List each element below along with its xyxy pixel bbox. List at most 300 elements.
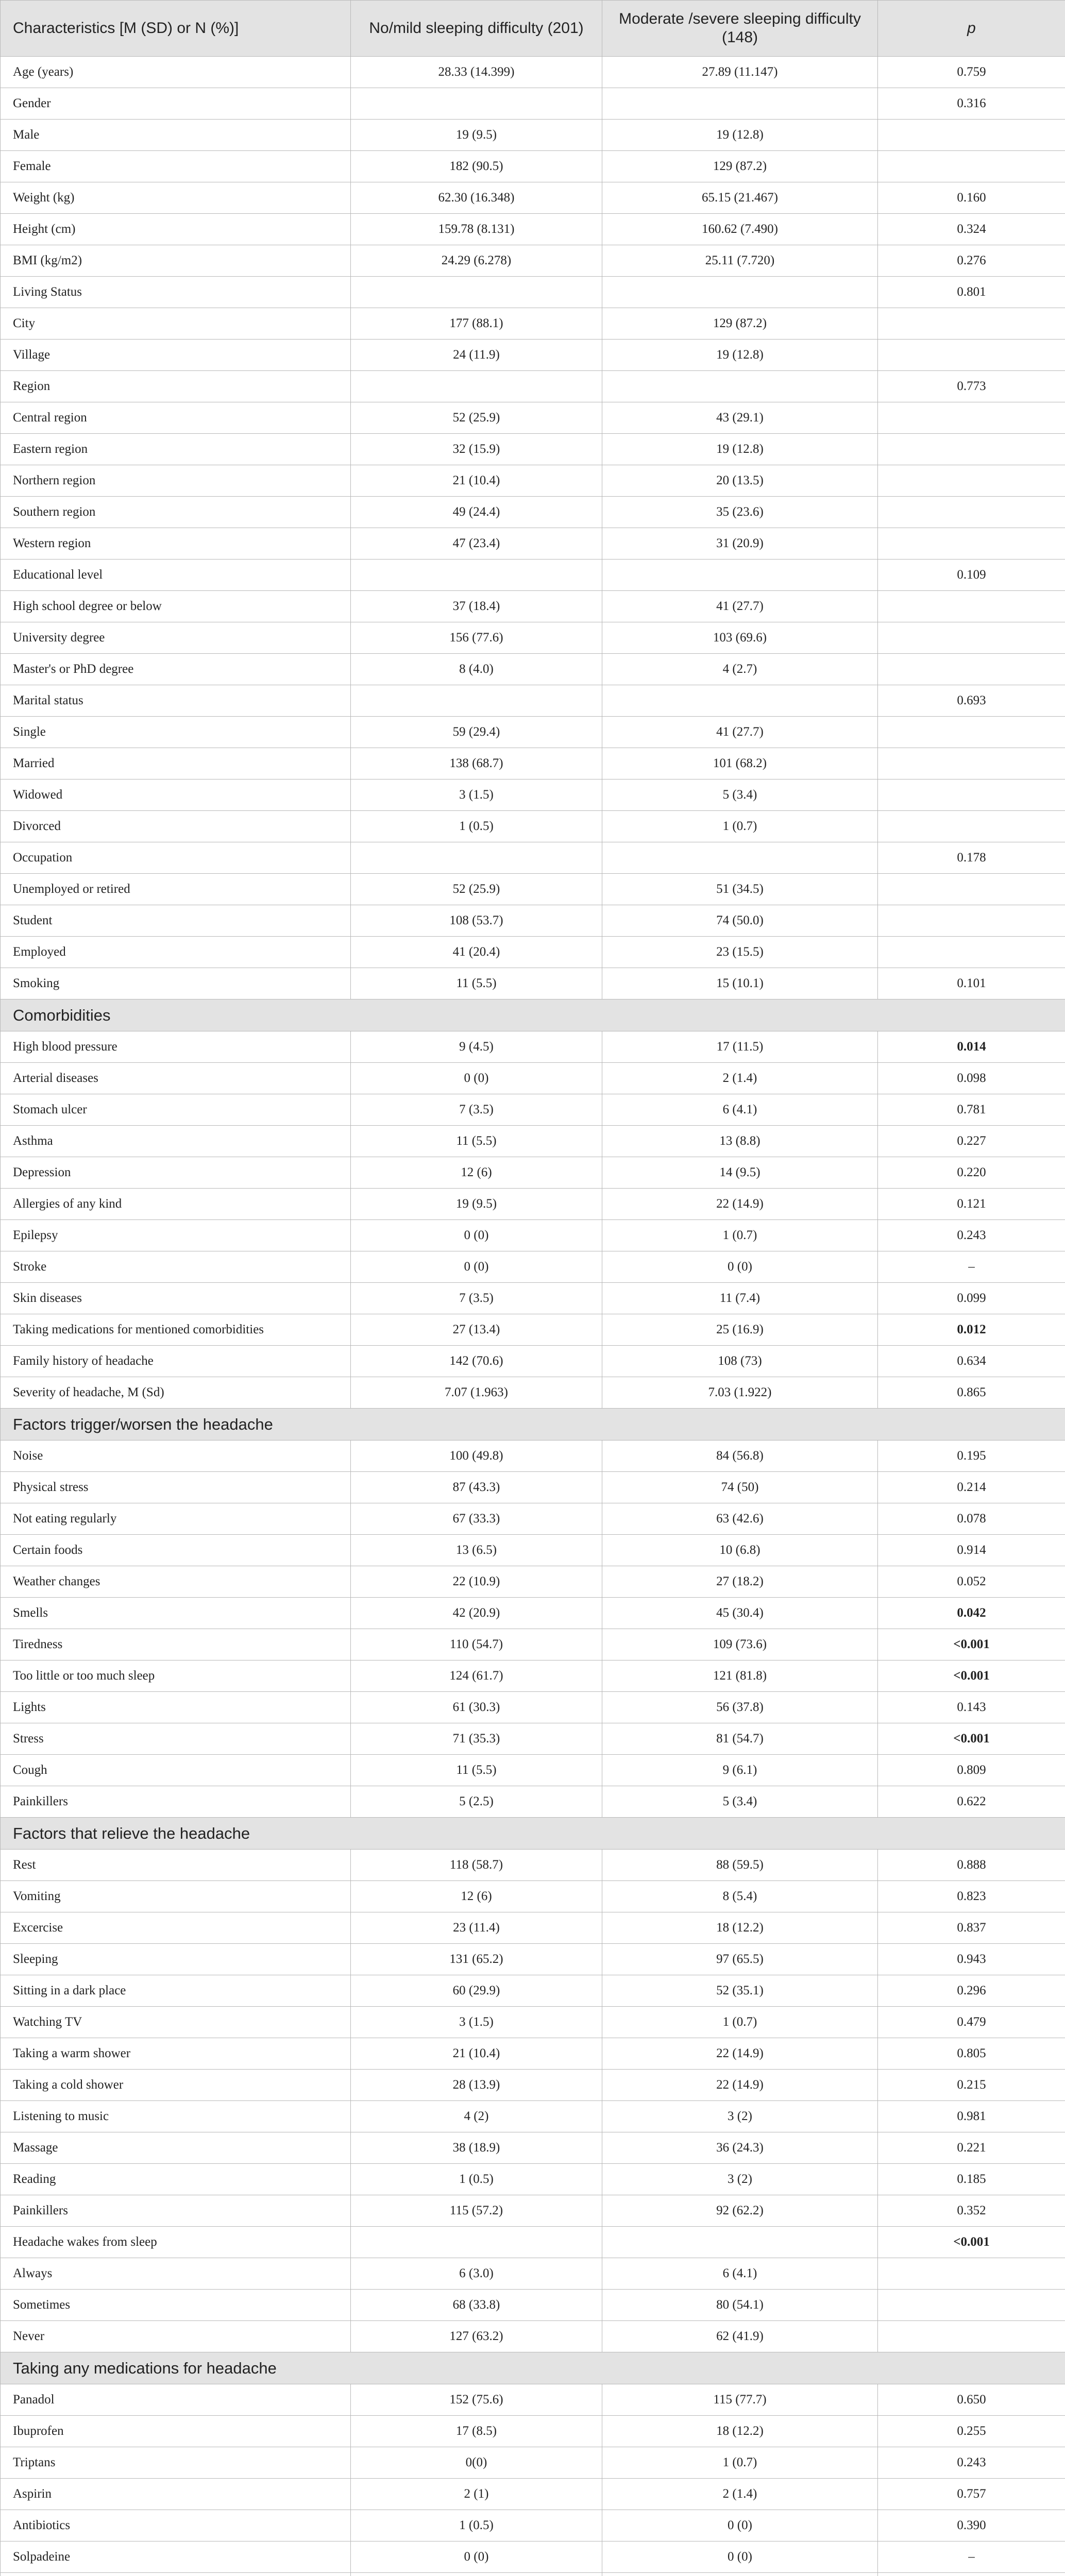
cell-no-mild: 12 (6)	[351, 1157, 602, 1189]
cell-p-value	[878, 528, 1065, 560]
table-row	[1, 1094, 1065, 1126]
table-row	[1, 1723, 1065, 1755]
table-row	[1, 2479, 1065, 2510]
row-label: Weather changes	[1, 1566, 351, 1598]
table-row	[1, 937, 1065, 968]
cell-p-value	[878, 622, 1065, 654]
cell-moderate-severe: 115 (77.7)	[602, 2384, 878, 2416]
cell-no-mild: 52 (25.9)	[351, 874, 602, 905]
cell-moderate-severe: 1 (0.7)	[602, 811, 878, 842]
table-row	[1, 779, 1065, 811]
cell-moderate-severe: 74 (50)	[602, 1472, 878, 1503]
table-row	[1, 1377, 1065, 1409]
table-row	[1, 1629, 1065, 1660]
cell-no-mild: 5 (2.5)	[351, 1786, 602, 1818]
cell-p-value: 0.324	[878, 214, 1065, 245]
table-row	[1, 402, 1065, 434]
table-row	[1, 1566, 1065, 1598]
cell-moderate-severe: 121 (81.8)	[602, 1660, 878, 1692]
cell-no-mild: 1 (0.5)	[351, 2164, 602, 2195]
cell-p-value: 0.101	[878, 968, 1065, 999]
cell-no-mild: 115 (57.2)	[351, 2195, 602, 2227]
cell-p-value: 0.650	[878, 2384, 1065, 2416]
cell-moderate-severe: 25 (16.9)	[602, 1314, 878, 1346]
cell-moderate-severe: 0 (0)	[602, 2510, 878, 2541]
table-row	[1, 2101, 1065, 2132]
table-row	[1, 1850, 1065, 1881]
cell-moderate-severe: 63 (42.6)	[602, 1503, 878, 1535]
cell-moderate-severe	[602, 842, 878, 874]
table-row	[1, 622, 1065, 654]
row-label: Gender	[1, 88, 351, 120]
cell-no-mild: 21 (10.4)	[351, 2038, 602, 2070]
header-moderate-severe-group: Moderate /severe sleeping difficulty (148)	[602, 1, 878, 57]
cell-p-value: 0.014	[878, 1031, 1065, 1063]
cell-p-value: 0.227	[878, 1126, 1065, 1157]
cell-moderate-severe: 27.89 (11.147)	[602, 57, 878, 88]
cell-moderate-severe: 101 (68.2)	[602, 748, 878, 779]
row-label: Sitting in a dark place	[1, 1975, 351, 2007]
table-row	[1, 1692, 1065, 1723]
cell-no-mild: 118 (58.7)	[351, 1850, 602, 1881]
cell-no-mild: 0 (0)	[351, 1220, 602, 1251]
section-title: Taking any medications for headache	[1, 2352, 1065, 2384]
header-no-mild-group: No/mild sleeping difficulty (201)	[351, 1, 602, 57]
row-label: Smells	[1, 1598, 351, 1629]
cell-p-value: 0.160	[878, 182, 1065, 214]
cell-moderate-severe: 65.15 (21.467)	[602, 182, 878, 214]
cell-moderate-severe: 2 (1.4)	[602, 2479, 878, 2510]
cell-p-value	[878, 2321, 1065, 2352]
cell-no-mild	[351, 560, 602, 591]
table-row	[1, 717, 1065, 748]
table-row	[1, 1440, 1065, 1472]
row-label: Certain foods	[1, 1535, 351, 1566]
cell-no-mild: 142 (70.6)	[351, 1346, 602, 1377]
cell-p-value: 0.220	[878, 1157, 1065, 1189]
cell-moderate-severe: 10 (6.8)	[602, 1535, 878, 1566]
row-label: Student	[1, 905, 351, 937]
cell-moderate-severe: 13 (8.8)	[602, 1126, 878, 1157]
cell-no-mild: 152 (75.6)	[351, 2384, 602, 2416]
row-label: Sometimes	[1, 2290, 351, 2321]
table-row	[1, 591, 1065, 622]
cell-no-mild: 11 (5.5)	[351, 1755, 602, 1786]
cell-no-mild: 60 (29.9)	[351, 1975, 602, 2007]
row-label: Physical stress	[1, 1472, 351, 1503]
cell-moderate-severe: 3 (2)	[602, 2164, 878, 2195]
cell-moderate-severe: 27 (18.2)	[602, 1566, 878, 1598]
cell-p-value: 0.185	[878, 2164, 1065, 2195]
cell-moderate-severe: 19 (12.8)	[602, 120, 878, 151]
cell-p-value: 0.098	[878, 1063, 1065, 1094]
row-label: Age (years)	[1, 57, 351, 88]
table-row	[1, 2447, 1065, 2479]
table-row	[1, 748, 1065, 779]
cell-no-mild: 177 (88.1)	[351, 308, 602, 340]
row-label: Married	[1, 748, 351, 779]
cell-p-value: 0.809	[878, 1755, 1065, 1786]
row-label: Too little or too much sleep	[1, 1660, 351, 1692]
table-row	[1, 968, 1065, 999]
cell-p-value: 0.888	[878, 1850, 1065, 1881]
cell-moderate-severe: 103 (69.6)	[602, 622, 878, 654]
cell-p-value: 0.143	[878, 1692, 1065, 1723]
cell-p-value	[878, 779, 1065, 811]
cell-moderate-severe	[602, 685, 878, 717]
header-p-value: p	[878, 1, 1065, 57]
section-header-row	[1, 1409, 1065, 1440]
section-header-row	[1, 2352, 1065, 2384]
cell-no-mild: 6 (3.0)	[351, 2258, 602, 2290]
cell-moderate-severe: 41 (27.7)	[602, 717, 878, 748]
cell-p-value	[878, 654, 1065, 685]
cell-moderate-severe: 1 (0.7)	[602, 1220, 878, 1251]
cell-p-value	[878, 2258, 1065, 2290]
table-row	[1, 905, 1065, 937]
cell-moderate-severe: 43 (29.1)	[602, 402, 878, 434]
header-row	[1, 1, 1065, 57]
table-row	[1, 2195, 1065, 2227]
table-row	[1, 57, 1065, 88]
cell-no-mild: 52 (25.9)	[351, 402, 602, 434]
cell-no-mild: 100 (49.8)	[351, 1440, 602, 1472]
cell-moderate-severe: 11 (7.4)	[602, 1283, 878, 1314]
cell-moderate-severe: 5 (3.4)	[602, 779, 878, 811]
table-row	[1, 2164, 1065, 2195]
cell-moderate-severe: 41 (27.7)	[602, 591, 878, 622]
row-label: Employed	[1, 937, 351, 968]
row-label: Antibiotics	[1, 2510, 351, 2541]
cell-moderate-severe: 84 (56.8)	[602, 1440, 878, 1472]
row-label: Eastern region	[1, 434, 351, 465]
table-row	[1, 434, 1065, 465]
cell-moderate-severe: 74 (50.0)	[602, 905, 878, 937]
cell-no-mild: 87 (43.3)	[351, 1472, 602, 1503]
row-label: Ibuprofen	[1, 2416, 351, 2447]
cell-p-value	[878, 465, 1065, 497]
cell-p-value: 0.316	[878, 88, 1065, 120]
cell-no-mild: 0 (0)	[351, 2541, 602, 2573]
cell-no-mild: 1 (0.5)	[351, 2510, 602, 2541]
cell-p-value: 0.052	[878, 1566, 1065, 1598]
table-row	[1, 1975, 1065, 2007]
cell-moderate-severe: 3 (2)	[602, 2101, 878, 2132]
cell-moderate-severe	[602, 371, 878, 402]
row-label: Unemployed or retired	[1, 874, 351, 905]
section-title: Factors trigger/worsen the headache	[1, 1409, 1065, 1440]
cell-p-value: 0.981	[878, 2101, 1065, 2132]
cell-no-mild	[351, 371, 602, 402]
cell-p-value	[878, 308, 1065, 340]
cell-no-mild: 24.29 (6.278)	[351, 245, 602, 277]
row-label: Watching TV	[1, 2007, 351, 2038]
table-row	[1, 1786, 1065, 1818]
row-label: Solpadeine	[1, 2541, 351, 2573]
cell-p-value: 0.801	[878, 277, 1065, 308]
cell-p-value: <0.001	[878, 2227, 1065, 2258]
row-label: City	[1, 308, 351, 340]
cell-moderate-severe: 2 (1.4)	[602, 1063, 878, 1094]
table-row	[1, 874, 1065, 905]
table-row	[1, 151, 1065, 182]
cell-p-value: 0.943	[878, 1944, 1065, 1975]
table-row	[1, 2573, 1065, 2576]
cell-no-mild: 22 (10.9)	[351, 1566, 602, 1598]
cell-moderate-severe: 19 (12.8)	[602, 434, 878, 465]
row-label: Family history of headache	[1, 1346, 351, 1377]
cell-moderate-severe: 5 (3.4)	[602, 1786, 878, 1818]
table-row	[1, 2416, 1065, 2447]
cell-moderate-severe: 108 (73)	[602, 1346, 878, 1377]
row-label: Excercise	[1, 1912, 351, 1944]
cell-moderate-severe: 35 (23.6)	[602, 497, 878, 528]
cell-no-mild: 2 (1)	[351, 2479, 602, 2510]
cell-moderate-severe: 92 (62.2)	[602, 2195, 878, 2227]
cell-moderate-severe	[602, 2573, 878, 2576]
row-label: Sleeping	[1, 1944, 351, 1975]
section-header-row	[1, 999, 1065, 1031]
table-row	[1, 842, 1065, 874]
table-row	[1, 340, 1065, 371]
cell-p-value: 0.276	[878, 245, 1065, 277]
cell-moderate-severe: 17 (11.5)	[602, 1031, 878, 1063]
table-row	[1, 2541, 1065, 2573]
table-row	[1, 497, 1065, 528]
cell-no-mild: 12 (6)	[351, 1881, 602, 1912]
cell-moderate-severe: 36 (24.3)	[602, 2132, 878, 2164]
cell-moderate-severe: 8 (5.4)	[602, 1881, 878, 1912]
cell-p-value: 0.823	[878, 1881, 1065, 1912]
row-label: Central region	[1, 402, 351, 434]
table-row	[1, 277, 1065, 308]
row-label: Southern region	[1, 497, 351, 528]
section-title: Comorbidities	[1, 999, 1065, 1031]
cell-no-mild: 8 (4.0)	[351, 654, 602, 685]
cell-moderate-severe: 22 (14.9)	[602, 2038, 878, 2070]
row-label: Stroke	[1, 1251, 351, 1283]
cell-p-value: 0.296	[878, 1975, 1065, 2007]
cell-p-value	[878, 811, 1065, 842]
cell-moderate-severe: 15 (10.1)	[602, 968, 878, 999]
table-row	[1, 1944, 1065, 1975]
cell-no-mild: 3 (1.5)	[351, 779, 602, 811]
table-row	[1, 2038, 1065, 2070]
table-row	[1, 2227, 1065, 2258]
cell-p-value: 0.255	[878, 2416, 1065, 2447]
cell-p-value	[878, 434, 1065, 465]
row-label: Single	[1, 717, 351, 748]
cell-no-mild: 131 (65.2)	[351, 1944, 602, 1975]
cell-moderate-severe	[602, 88, 878, 120]
row-label: BMI (kg/m2)	[1, 245, 351, 277]
cell-p-value: 0.215	[878, 2070, 1065, 2101]
table-row	[1, 654, 1065, 685]
table-row	[1, 1503, 1065, 1535]
table-row	[1, 2510, 1065, 2541]
row-label: Widowed	[1, 779, 351, 811]
cell-moderate-severe: 109 (73.6)	[602, 1629, 878, 1660]
cell-moderate-severe: 160.62 (7.490)	[602, 214, 878, 245]
table-row	[1, 1220, 1065, 1251]
cell-moderate-severe: 52 (35.1)	[602, 1975, 878, 2007]
table-row	[1, 1157, 1065, 1189]
cell-no-mild	[351, 685, 602, 717]
cell-no-mild: 0 (0)	[351, 1251, 602, 1283]
cell-p-value	[878, 2573, 1065, 2576]
cell-no-mild: 71 (35.3)	[351, 1723, 602, 1755]
cell-moderate-severe: 45 (30.4)	[602, 1598, 878, 1629]
row-label: Triptans	[1, 2447, 351, 2479]
row-label: Listening to music	[1, 2101, 351, 2132]
row-label: Rest	[1, 1850, 351, 1881]
cell-p-value	[878, 591, 1065, 622]
cell-moderate-severe: 129 (87.2)	[602, 151, 878, 182]
cell-no-mild: 3 (1.5)	[351, 2007, 602, 2038]
row-label: Smoking	[1, 968, 351, 999]
row-label: Taking a cold shower	[1, 2070, 351, 2101]
cell-p-value	[878, 748, 1065, 779]
cell-moderate-severe: 23 (15.5)	[602, 937, 878, 968]
table-row	[1, 182, 1065, 214]
cell-no-mild: 156 (77.6)	[351, 622, 602, 654]
row-label: Painkillers	[1, 1786, 351, 1818]
cell-moderate-severe	[602, 2227, 878, 2258]
row-label: Never	[1, 2321, 351, 2352]
cell-no-mild: 23 (11.4)	[351, 1912, 602, 1944]
cell-no-mild: 27 (13.4)	[351, 1314, 602, 1346]
cell-p-value: 0.759	[878, 57, 1065, 88]
cell-no-mild: 7 (3.5)	[351, 1094, 602, 1126]
cell-moderate-severe: 51 (34.5)	[602, 874, 878, 905]
cell-no-mild: 7 (3.5)	[351, 1283, 602, 1314]
cell-moderate-severe: 9 (6.1)	[602, 1755, 878, 1786]
cell-moderate-severe: 97 (65.5)	[602, 1944, 878, 1975]
table-row	[1, 1063, 1065, 1094]
cell-moderate-severe	[602, 560, 878, 591]
cell-p-value	[878, 874, 1065, 905]
cell-no-mild: 38 (18.9)	[351, 2132, 602, 2164]
cell-no-mild: 61 (30.3)	[351, 1692, 602, 1723]
cell-no-mild: 42 (20.9)	[351, 1598, 602, 1629]
row-label: Marital status	[1, 685, 351, 717]
cell-moderate-severe: 56 (37.8)	[602, 1692, 878, 1723]
cell-no-mild: 11 (5.5)	[351, 968, 602, 999]
cell-moderate-severe: 20 (13.5)	[602, 465, 878, 497]
row-label: Lights	[1, 1692, 351, 1723]
cell-no-mild: 159.78 (8.131)	[351, 214, 602, 245]
cell-no-mild: 13 (6.5)	[351, 1535, 602, 1566]
cell-moderate-severe	[602, 277, 878, 308]
row-label: Severity of headache, M (Sd)	[1, 1377, 351, 1409]
row-label: Headache wakes from sleep	[1, 2227, 351, 2258]
cell-moderate-severe: 0 (0)	[602, 1251, 878, 1283]
row-label: Noise	[1, 1440, 351, 1472]
cell-p-value	[878, 905, 1065, 937]
cell-no-mild: 19 (9.5)	[351, 120, 602, 151]
cell-no-mild: 124 (61.7)	[351, 1660, 602, 1692]
table-row	[1, 1912, 1065, 1944]
row-label: High blood pressure	[1, 1031, 351, 1063]
cell-no-mild: 47 (23.4)	[351, 528, 602, 560]
cell-moderate-severe: 0 (0)	[602, 2541, 878, 2573]
table-row	[1, 214, 1065, 245]
cell-no-mild: 11 (5.5)	[351, 1126, 602, 1157]
cell-no-mild: 108 (53.7)	[351, 905, 602, 937]
row-label: Always	[1, 2258, 351, 2290]
cell-p-value: 0.865	[878, 1377, 1065, 1409]
cell-p-value: –	[878, 1251, 1065, 1283]
header-characteristics: Characteristics [M (SD) or N (%)]	[1, 1, 351, 57]
row-label: Epilepsy	[1, 1220, 351, 1251]
row-label: Not eating regularly	[1, 1503, 351, 1535]
cell-no-mild: 127 (63.2)	[351, 2321, 602, 2352]
table-row	[1, 1881, 1065, 1912]
table-row	[1, 120, 1065, 151]
table-row	[1, 685, 1065, 717]
table-row	[1, 1251, 1065, 1283]
row-label: Male	[1, 120, 351, 151]
cell-no-mild: 7.07 (1.963)	[351, 1377, 602, 1409]
table-row	[1, 1755, 1065, 1786]
row-label: Arterial diseases	[1, 1063, 351, 1094]
cell-p-value: 0.195	[878, 1440, 1065, 1472]
cell-p-value	[878, 151, 1065, 182]
table-row	[1, 1126, 1065, 1157]
cell-moderate-severe: 7.03 (1.922)	[602, 1377, 878, 1409]
cell-moderate-severe: 1 (0.7)	[602, 2447, 878, 2479]
row-label: Vomiting	[1, 1881, 351, 1912]
cell-p-value: 0.634	[878, 1346, 1065, 1377]
row-label: Painkillers	[1, 2195, 351, 2227]
cell-no-mild	[351, 88, 602, 120]
row-label: Depression	[1, 1157, 351, 1189]
table-row	[1, 308, 1065, 340]
cell-moderate-severe: 18 (12.2)	[602, 1912, 878, 1944]
cell-p-value: 0.352	[878, 2195, 1065, 2227]
table-row	[1, 1472, 1065, 1503]
row-label: Taking a warm shower	[1, 2038, 351, 2070]
cell-no-mild: 0 (0)	[351, 1063, 602, 1094]
row-label	[1, 2573, 351, 2576]
cell-p-value	[878, 402, 1065, 434]
cell-p-value: 0.243	[878, 2447, 1065, 2479]
cell-p-value: <0.001	[878, 1723, 1065, 1755]
row-label: Allergies of any kind	[1, 1189, 351, 1220]
table-row	[1, 1535, 1065, 1566]
cell-no-mild: 21 (10.4)	[351, 465, 602, 497]
row-label: Panadol	[1, 2384, 351, 2416]
row-label: Tiredness	[1, 1629, 351, 1660]
cell-p-value: 0.099	[878, 1283, 1065, 1314]
row-label: Northern region	[1, 465, 351, 497]
cell-p-value	[878, 937, 1065, 968]
cell-moderate-severe: 129 (87.2)	[602, 308, 878, 340]
row-label: Western region	[1, 528, 351, 560]
cell-moderate-severe: 14 (9.5)	[602, 1157, 878, 1189]
table-row	[1, 2007, 1065, 2038]
row-label: High school degree or below	[1, 591, 351, 622]
row-label: Stress	[1, 1723, 351, 1755]
cell-moderate-severe: 80 (54.1)	[602, 2290, 878, 2321]
row-label: Region	[1, 371, 351, 402]
table-body	[1, 57, 1065, 2576]
cell-p-value: 0.121	[878, 1189, 1065, 1220]
table-row	[1, 371, 1065, 402]
cell-p-value	[878, 717, 1065, 748]
table-row	[1, 2321, 1065, 2352]
cell-moderate-severe: 4 (2.7)	[602, 654, 878, 685]
